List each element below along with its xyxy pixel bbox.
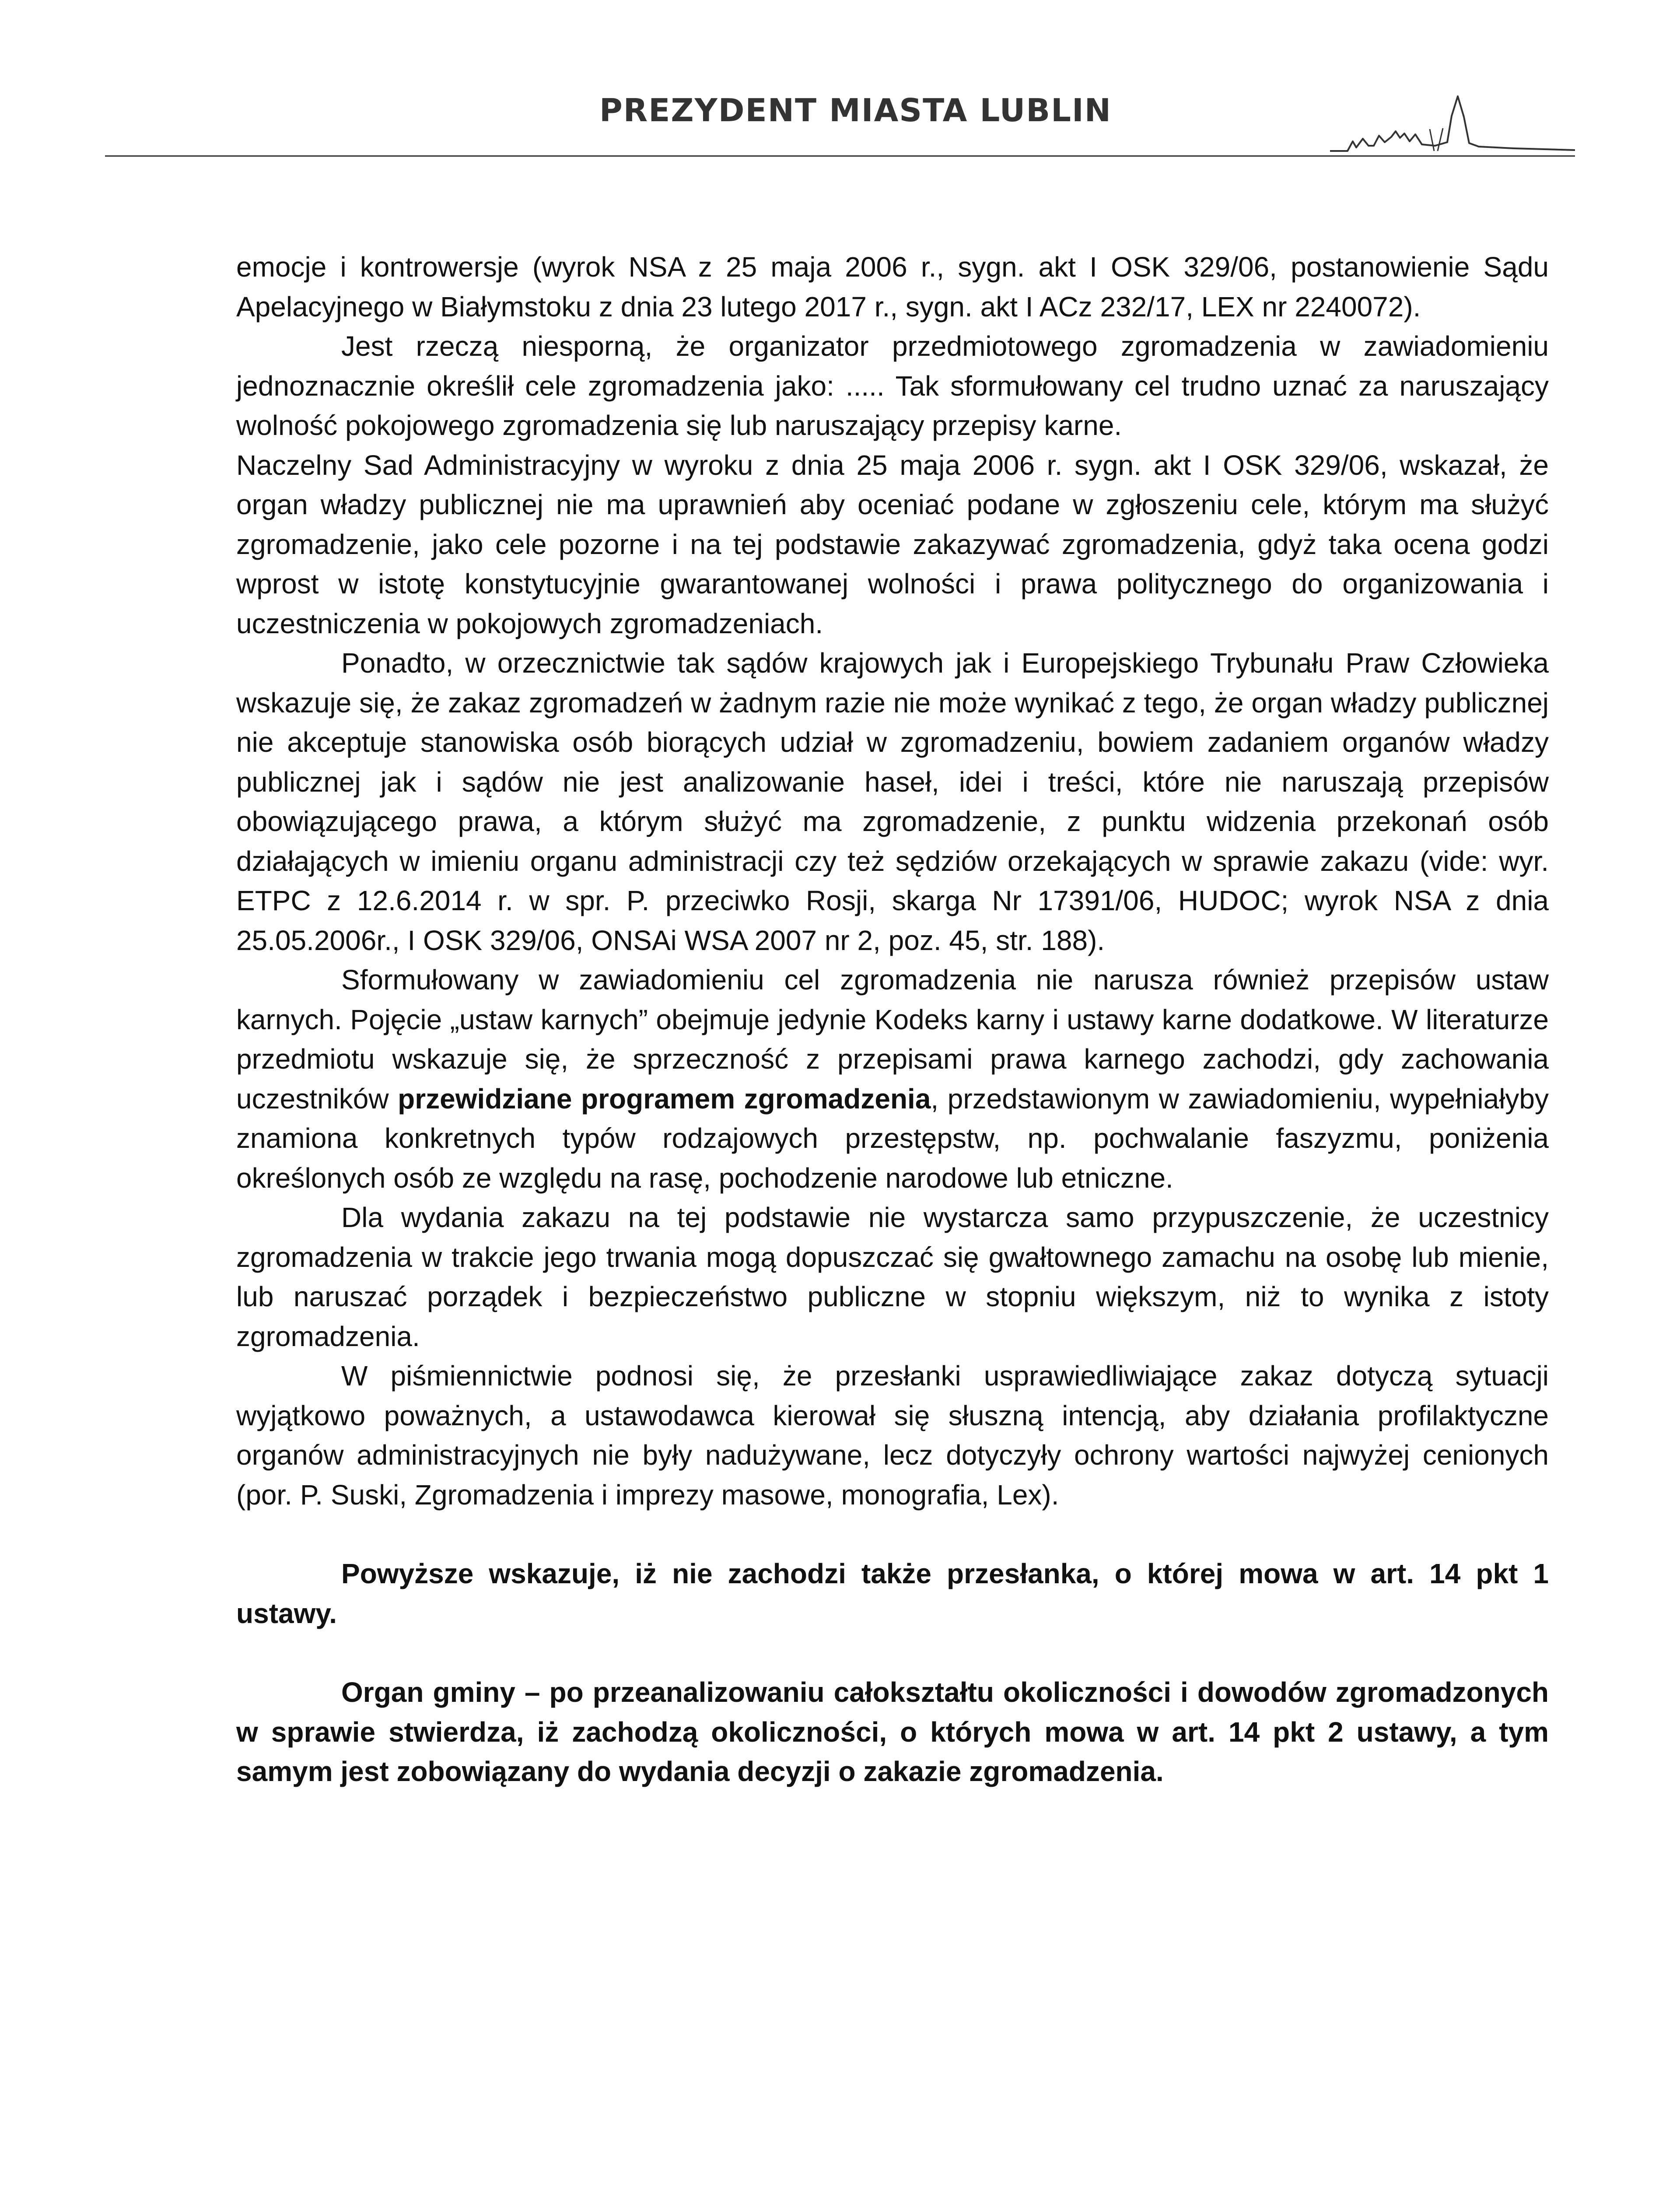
paragraph xyxy=(236,960,1549,1198)
paragraph xyxy=(236,1198,1549,1356)
text-run: Dla wydania zakazu na tej podstawie nie wystarcza samo przypuszczenie, że uczestnicy zgromadzenia w trakcie jego trwania mogą dopuszczać się gwałtownego zamachu na osobę lub mienie, lub naruszać porządek i bezpieczeństwo publiczne w stopniu większym, niż to wynika z istoty zgromadzenia. xyxy=(236,1202,1549,1352)
text-run: W piśmiennictwie podnosi się, że przesłanki usprawiedliwiające zakaz dotyczą sytuacji wyjątkowo poważnych, a ustawodawca kierował się słuszną intencją, aby działania profilaktyczne organów administracyjnych nie były nadużywane, lecz dotyczyły ochrony wartości najwyżej cenionych (por. P. Suski, Zgromadzenia i imprezy masowe, monografia, Lex). xyxy=(236,1360,1549,1511)
paragraph xyxy=(236,247,1549,326)
paragraph xyxy=(236,643,1549,960)
bold-text-run: Organ gminy – po przeanalizowaniu całokształtu okoliczności i dowodów zgromadzonych w sprawie stwierdza, iż zachodzą okoliczności, o których mowa w art. 14 pkt 2 ustawy, a tym samym jest zobowiązany do wydania decyzji o zakazie zgromadzenia. xyxy=(236,1676,1549,1787)
header-title: PREZYDENT MIASTA LUBLIN xyxy=(599,92,1112,129)
paragraph xyxy=(236,1554,1549,1633)
paragraph xyxy=(236,1356,1549,1515)
document-body xyxy=(236,247,1549,1792)
paragraph xyxy=(236,326,1549,445)
text-run: Naczelny Sad Administracyjny w wyroku z dnia 25 maja 2006 r. sygn. akt I OSK 329/06, wskazał, że organ władzy publicznej nie ma uprawnień aby oceniać podane w zgłoszeniu cele, którym ma służyć zgromadzenie, jako cele pozorne i na tej podstawie zakazywać zgromadzenia, gdyż taka ocena godzi wprost w istotę konstytucyjnie gwarantowanej wolności i prawa politycznego do organizowania i uczestniczenia w pokojowych zgromadzeniach. xyxy=(236,449,1549,639)
header-rule xyxy=(105,155,1575,157)
paragraph xyxy=(236,445,1549,644)
text-run: emocje i kontrowersje (wyrok NSA z 25 maja 2006 r., sygn. akt I OSK 329/06, postanowienie Sądu Apelacyjnego w Białymstoku z dnia 23 lutego 2017 r., sygn. akt I ACz 232/17, LEX nr 2240072). xyxy=(236,251,1549,323)
text-run: Jest rzeczą niesporną, że organizator przedmiotowego zgromadzenia w zawiadomieniu jednoznacznie określił cele zgromadzenia jako: ..... Tak sformułowany cel trudno uznać za naruszający wolność pokojowego zgromadzenia się lub naruszający przepisy karne. xyxy=(236,330,1549,441)
text-run: , przedstawionym w zawiadomieniu, wypełniałyby znamiona konkretnych typów rodzajowych przestępstw, np. pochwalanie faszyzmu, poniżenia określonych osób ze względu na rasę, pochodzenie narodowe lub etniczne. xyxy=(236,1083,1549,1194)
bold-text-run: Powyższe wskazuje, iż nie zachodzi także przesłanka, o której mowa w art. 14 pkt 1 ustawy. xyxy=(236,1558,1549,1629)
text-run: Sformułowany w zawiadomieniu cel zgromadzenia nie narusza również przepisów ustaw karnych. Pojęcie „ustaw karnych” obejmuje jedynie Kodeks karny i ustawy karne dodatkowe. W literaturze przedmiotu wskazuje się, że sprzeczność z przepisami prawa karnego zachodzi, gdy zachowania uczestników xyxy=(236,964,1549,1115)
city-skyline-logo xyxy=(1330,90,1575,155)
text-run: Ponadto, w orzecznictwie tak sądów krajowych jak i Europejskiego Trybunału Praw Człowieka wskazuje się, że zakaz zgromadzeń w żadnym razie nie może wynikać z tego, że organ władzy publicznej nie akceptuje stanowiska osób biorących udział w zgromadzeniu, bowiem zadaniem organów władzy publicznej jak i sądów nie jest analizowanie haseł, idei i treści, które nie naruszają przepisów obowiązującego prawa, a którym służyć ma zgromadzenie, z punktu widzenia przekonań osób działających w imieniu organu administracji czy też sędziów orzekających w sprawie zakazu (vide: wyr. ETPC z 12.6.2014 r. w spr. P. przeciwko Rosji, skarga Nr 17391/06, HUDOC; wyrok NSA z dnia 25.05.2006r., I OSK 329/06, ONSAi WSA 2007 nr 2, poz. 45, str. 188). xyxy=(236,647,1549,956)
bold-text-run: przewidziane programem zgromadzenia xyxy=(398,1083,931,1115)
paragraph xyxy=(236,1673,1549,1792)
